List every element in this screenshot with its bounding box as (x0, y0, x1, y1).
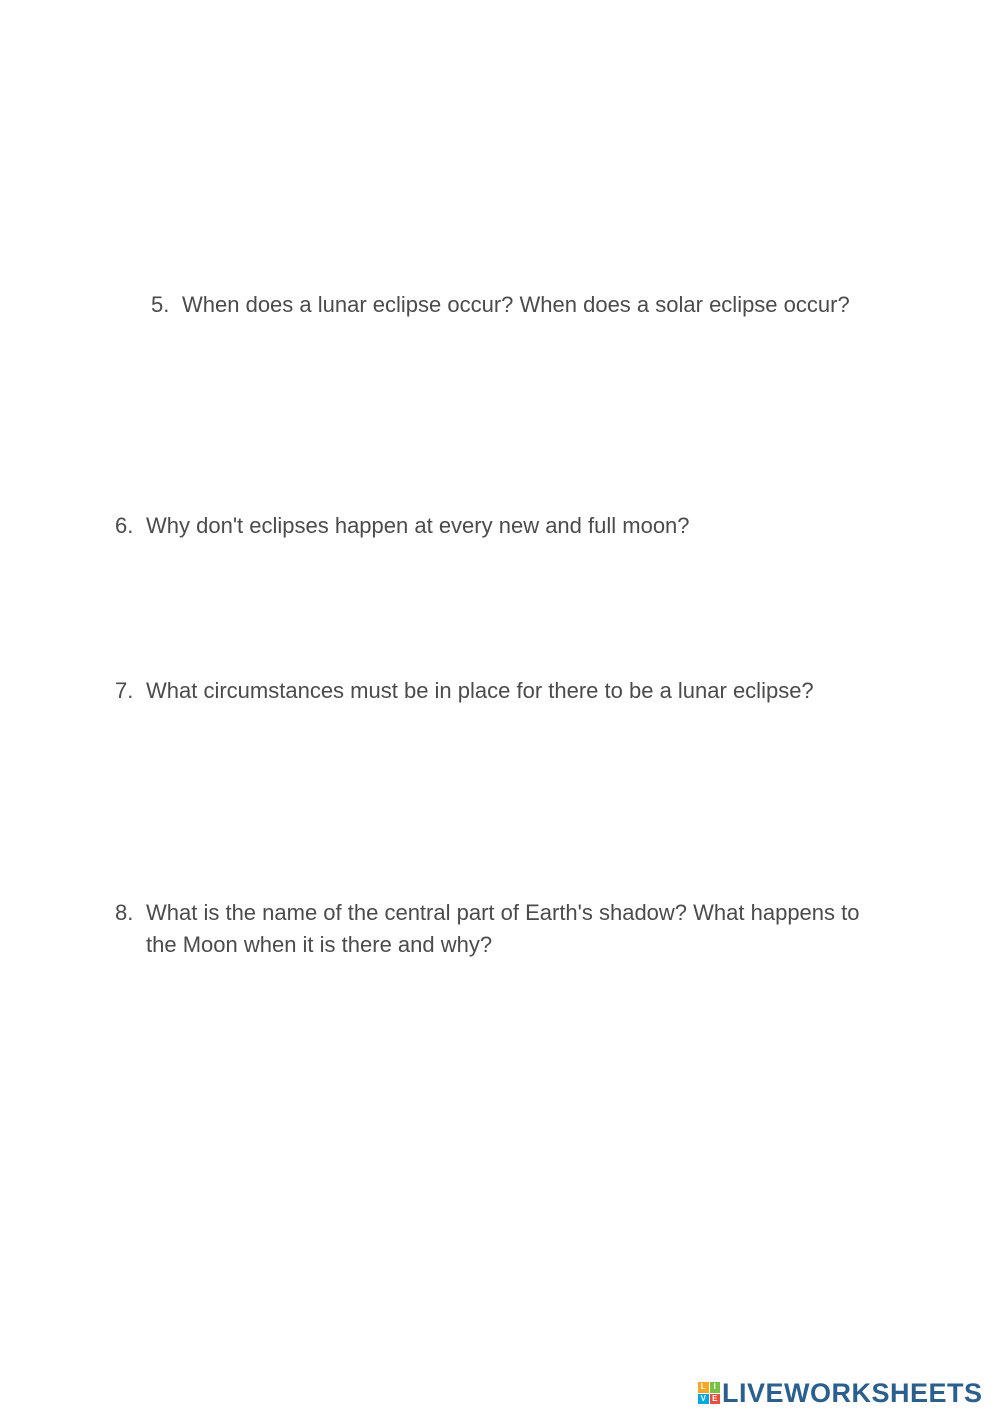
brand-logo-icon (698, 1382, 720, 1404)
logo-letter: L (698, 1382, 709, 1393)
question-number: 6. (115, 513, 134, 538)
logo-letter: I (710, 1382, 721, 1393)
brand-name: LIVEWORKSHEETS (722, 1377, 983, 1408)
question-text: Why don't eclipses happen at every new and full moon? (146, 513, 690, 538)
question-text: What is the name of the central part of Earth's shadow? What happens to the Moon when it is there and why? (146, 900, 860, 957)
logo-letter: E (710, 1394, 721, 1405)
question-5 (151, 289, 850, 321)
liveworksheets-logo (698, 1378, 983, 1408)
question-number: 7. (115, 678, 134, 703)
question-text: What circumstances must be in place for there to be a lunar eclipse? (146, 678, 814, 703)
logo-letter: V (698, 1394, 709, 1405)
question-number: 8. (115, 900, 134, 925)
question-8 (115, 897, 875, 961)
question-number: 5. (151, 292, 170, 317)
question-text: When does a lunar eclipse occur? When does a solar eclipse occur? (182, 292, 850, 317)
question-6 (115, 510, 690, 542)
question-7 (115, 675, 814, 707)
